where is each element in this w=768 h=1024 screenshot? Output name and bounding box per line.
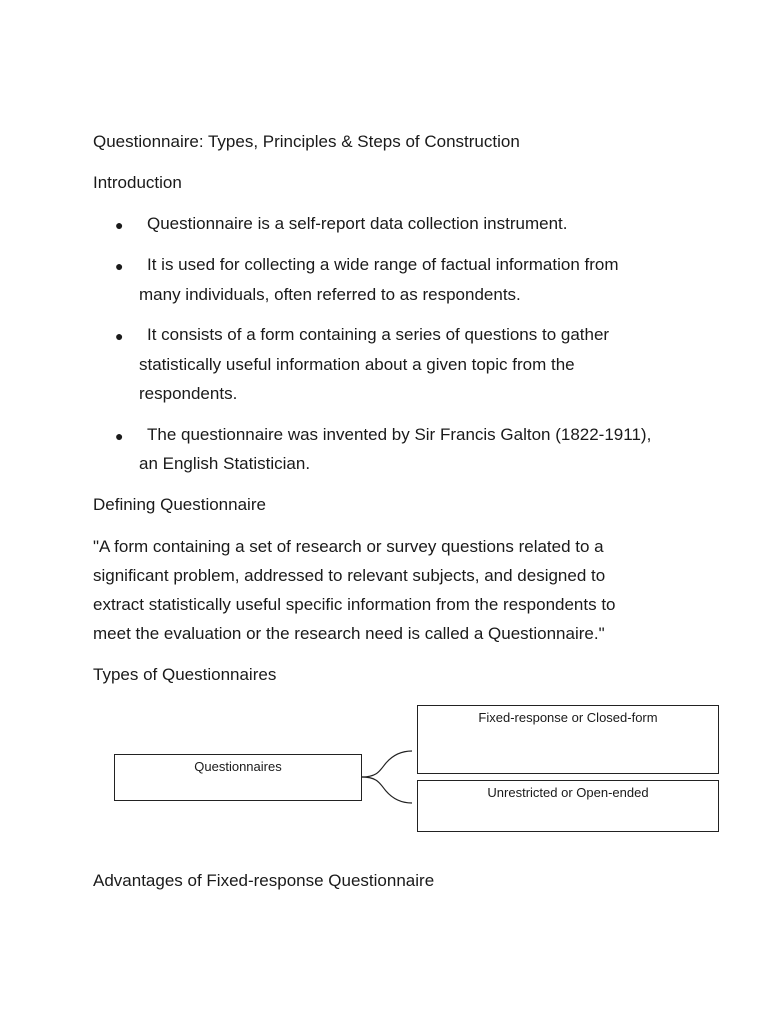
- bullet-text: respondents.: [139, 384, 238, 403]
- document-title: Questionnaire: Types, Principles & Steps of Construction: [93, 132, 520, 151]
- definition-line: meet the evaluation or the research need is called a Questionnaire.": [93, 624, 605, 643]
- defining-heading: Defining Questionnaire: [93, 495, 266, 514]
- bullet-text: It is used for collecting a wide range of factual information from: [147, 255, 619, 274]
- bullet-mark: ●: [115, 428, 124, 444]
- diagram-branch-box: [417, 705, 719, 774]
- advantages-heading: Advantages of Fixed-response Questionnaire: [93, 871, 435, 890]
- intro-heading: Introduction: [93, 173, 182, 192]
- bullet-text: Questionnaire is a self-report data collection instrument.: [147, 214, 568, 233]
- bullet-text: statistically useful information about a given topic from the: [139, 355, 575, 374]
- bullet-text: many individuals, often referred to as respondents.: [139, 285, 521, 304]
- bullet-text: The questionnaire was invented by Sir Francis Galton (1822-1911),: [147, 425, 652, 444]
- definition-line: extract statistically useful specific information from the respondents to: [93, 595, 616, 614]
- diagram-root-box: [114, 754, 362, 801]
- bullet-text: It consists of a form containing a series of questions to gather: [147, 325, 610, 344]
- brace-upper-stroke: [362, 751, 412, 777]
- brace-lower-stroke: [362, 777, 412, 803]
- definition-line: "A form containing a set of research or survey questions related to a: [93, 537, 604, 556]
- diagram-root-label: Questionnaires: [194, 759, 282, 774]
- diagram-branch-label: Fixed-response or Closed-form: [478, 710, 658, 725]
- bullet-mark: ●: [115, 258, 124, 274]
- diagram-branch-box: [417, 780, 719, 832]
- bullet-mark: ●: [115, 217, 124, 233]
- bullet-text: an English Statistician.: [139, 454, 311, 473]
- bullet-mark: ●: [115, 328, 124, 344]
- definition-line: significant problem, addressed to relevant subjects, and designed to: [93, 566, 606, 585]
- diagram-branch-label: Unrestricted or Open-ended: [487, 785, 649, 800]
- types-heading: Types of Questionnaires: [93, 665, 277, 684]
